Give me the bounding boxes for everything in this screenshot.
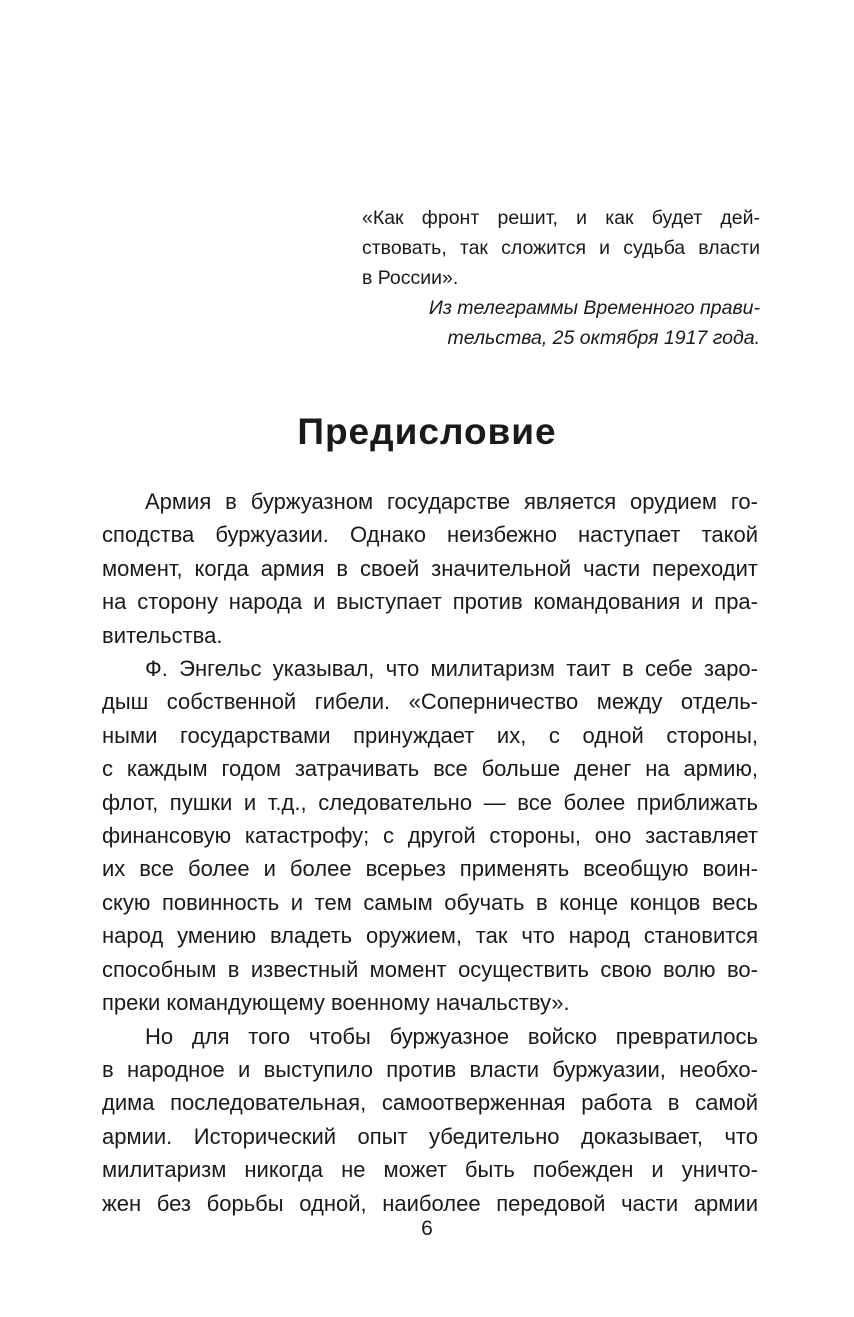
body-line: флот, пушки и т.д., следовательно — все более приближать	[102, 789, 758, 815]
body-line: скую повинность и тем самым обучать в конце концов весь	[102, 889, 758, 915]
epigraph-quote-line: ствовать, так сложится и судьба власти	[362, 237, 760, 259]
page-number: 6	[421, 1217, 433, 1240]
body-line: способным в известный момент осуществить свою волю во-	[102, 956, 758, 982]
body-line: финансовую катастрофу; с другой стороны, оно заставляет	[102, 823, 758, 849]
body-line: жен без борьбы одной, наиболее передовой части армии	[102, 1190, 758, 1216]
body-line: армии. Исторический опыт убедительно доказывает, что	[102, 1123, 758, 1149]
epigraph	[362, 203, 760, 353]
body-line: момент, когда армия в своей значительной части переходит	[102, 555, 758, 581]
epigraph-quote-line: в России».	[362, 267, 459, 289]
body-line: Ф. Энгельс указывал, что милитаризм таит в себе заро-	[145, 656, 758, 682]
body-line: их все более и более всерьез применять всеобщую воин-	[102, 856, 758, 882]
epigraph-quote-line: «Как фронт решит, и как будет дей-	[362, 207, 760, 229]
body-line: с каждым годом затрачивать все больше денег на армию,	[102, 756, 758, 782]
body-line: дима последовательная, самоотверженная работа в самой	[102, 1090, 758, 1116]
body-line: на сторону народа и выступает против командования и пра-	[102, 589, 758, 615]
chapter-title: Предисловие	[297, 411, 557, 452]
body-line: дыш собственной гибели. «Соперничество между отдель-	[102, 689, 758, 715]
body-line: ными государствами принуждает их, с одной стороны,	[102, 722, 758, 748]
body-line: сподства буржуазии. Однако неизбежно наступает такой	[102, 522, 758, 548]
body-line: Но для того чтобы буржуазное войско превратилось	[145, 1023, 758, 1049]
body-line: народ умению владеть оружием, так что народ становится	[102, 923, 758, 949]
body-text	[102, 485, 758, 1220]
epigraph-source-line: тельства, 25 октября 1917 года.	[447, 327, 760, 349]
body-line: преки командующему военному начальству».	[102, 990, 570, 1016]
body-line: Армия в буржуазном государстве является орудием го-	[145, 489, 758, 514]
body-line: в народное и выступило против власти буржуазии, необхо-	[102, 1056, 758, 1082]
body-line: милитаризм никогда не может быть побежден и уничто-	[102, 1157, 758, 1183]
body-line: вительства.	[102, 622, 223, 648]
epigraph-source-line: Из телеграммы Временного прави-	[428, 297, 760, 319]
